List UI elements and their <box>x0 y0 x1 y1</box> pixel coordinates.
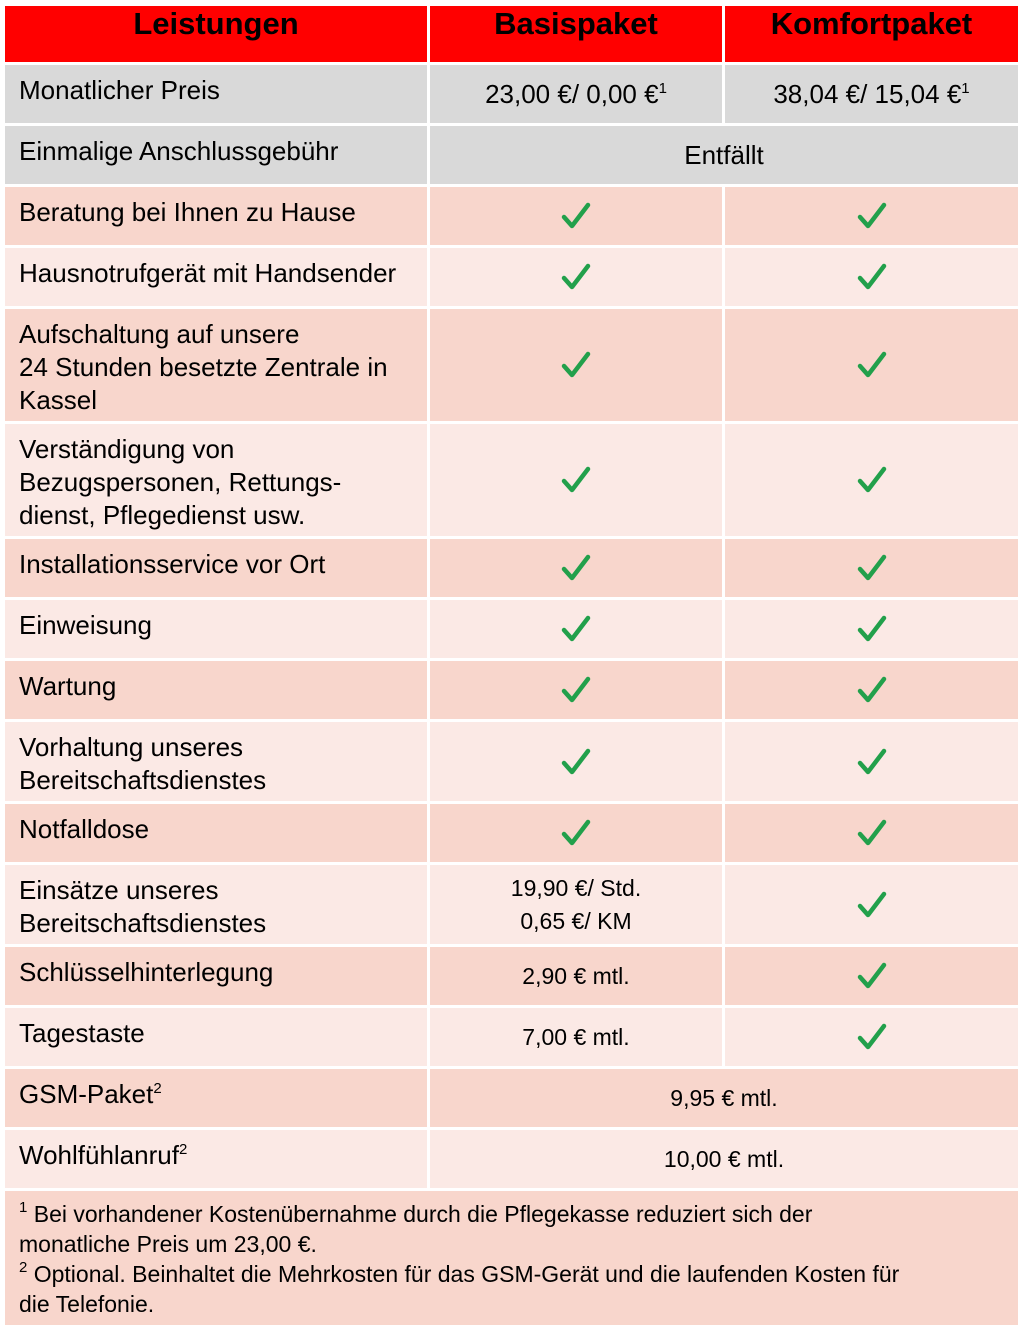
check-icon <box>724 803 1020 864</box>
check-icon <box>724 660 1020 721</box>
row-device <box>4 247 1020 308</box>
row-standby-missions <box>4 864 1020 946</box>
label-day-button: Tagestaste <box>4 1007 429 1068</box>
label-standby: Vorhaltung unseres Bereitschaftsdienstes <box>4 721 429 803</box>
check-icon <box>429 721 724 803</box>
basic-monthly-price: 23,00 €/ 0,00 €$^1$ <box>429 64 724 125</box>
check-icon <box>724 538 1020 599</box>
header-comfort: Komfortpaket <box>724 5 1020 64</box>
label-installation: Installationsservice vor Ort <box>4 538 429 599</box>
row-key-deposit <box>4 946 1020 1007</box>
basic-key-deposit: 2,90 € mtl. <box>429 946 724 1007</box>
label-monthly-price: Monatlicher Preis <box>4 64 429 125</box>
check-icon <box>724 186 1020 247</box>
check-icon <box>429 186 724 247</box>
check-icon <box>429 538 724 599</box>
check-icon <box>429 247 724 308</box>
basic-day-button: 7,00 € mtl. <box>429 1007 724 1068</box>
label-standby-missions: Einsätze unseres Bereitschaftsdienstes <box>4 864 429 946</box>
comfort-monthly-price: 38,04 €/ 15,04 €$^1$ <box>724 64 1020 125</box>
row-installation <box>4 538 1020 599</box>
check-icon <box>724 946 1020 1007</box>
check-icon <box>724 423 1020 538</box>
footnote-1-line-2: monatliche Preis um 23,00 €. <box>19 1231 317 1257</box>
header-services: Leistungen <box>4 5 429 64</box>
value-wellbeing-call: 10,00 € mtl. <box>429 1129 1020 1190</box>
check-icon <box>429 660 724 721</box>
label-gsm: GSM-Paket$^2$ <box>4 1068 429 1129</box>
row-standby <box>4 721 1020 803</box>
check-icon <box>724 247 1020 308</box>
check-icon <box>429 803 724 864</box>
label-wellbeing-call: Wohlfühlanruf$^2$ <box>4 1129 429 1190</box>
label-consultation: Beratung bei Ihnen zu Hause <box>4 186 429 247</box>
row-consultation <box>4 186 1020 247</box>
row-notification <box>4 423 1020 538</box>
row-switching <box>4 308 1020 423</box>
footnote-1-line-1: $^1$ Bei vorhandener Kostenübernahme durch die Pflegekasse reduziert sich der <box>19 1199 813 1227</box>
check-icon <box>724 864 1020 946</box>
row-day-button <box>4 1007 1020 1068</box>
row-instruction <box>4 599 1020 660</box>
row-connection-fee <box>4 125 1020 186</box>
row-gsm <box>4 1068 1020 1129</box>
pricing-table <box>2 3 1021 1328</box>
check-icon <box>429 423 724 538</box>
check-icon <box>724 721 1020 803</box>
label-device: Hausnotrufgerät mit Handsender <box>4 247 429 308</box>
footnote-2-line-1: $^2$ Optional. Beinhaltet die Mehrkosten für das GSM-Gerät und die laufenden Kosten für <box>19 1259 900 1287</box>
header-basic: Basispaket <box>429 5 724 64</box>
value-connection-fee: Entfällt <box>429 125 1020 186</box>
label-connection-fee: Einmalige Anschlussgebühr <box>4 125 429 186</box>
check-icon <box>724 599 1020 660</box>
row-wellbeing-call <box>4 1129 1020 1190</box>
check-icon <box>724 308 1020 423</box>
label-notification: Verständigung von Bezugspersonen, Rettungs- dienst, Pflegedienst usw. <box>4 423 429 538</box>
label-instruction: Einweisung <box>4 599 429 660</box>
check-icon <box>724 1007 1020 1068</box>
label-switching: Aufschaltung auf unsere 24 Stunden besetzte Zentrale in Kassel <box>4 308 429 423</box>
row-maintenance <box>4 660 1020 721</box>
check-icon <box>429 308 724 423</box>
footnotes-cell <box>4 1190 1020 1327</box>
row-emergency-box <box>4 803 1020 864</box>
footnote-2-line-2: die Telefonie. <box>19 1291 155 1317</box>
value-gsm: 9,95 € mtl. <box>429 1068 1020 1129</box>
label-maintenance: Wartung <box>4 660 429 721</box>
footnotes <box>4 1190 1020 1327</box>
label-key-deposit: Schlüsselhinterlegung <box>4 946 429 1007</box>
label-emergency-box: Notfalldose <box>4 803 429 864</box>
row-monthly-price <box>4 64 1020 125</box>
check-icon <box>429 599 724 660</box>
basic-standby-missions: 19,90 €/ Std. 0,65 €/ KM <box>429 864 724 946</box>
